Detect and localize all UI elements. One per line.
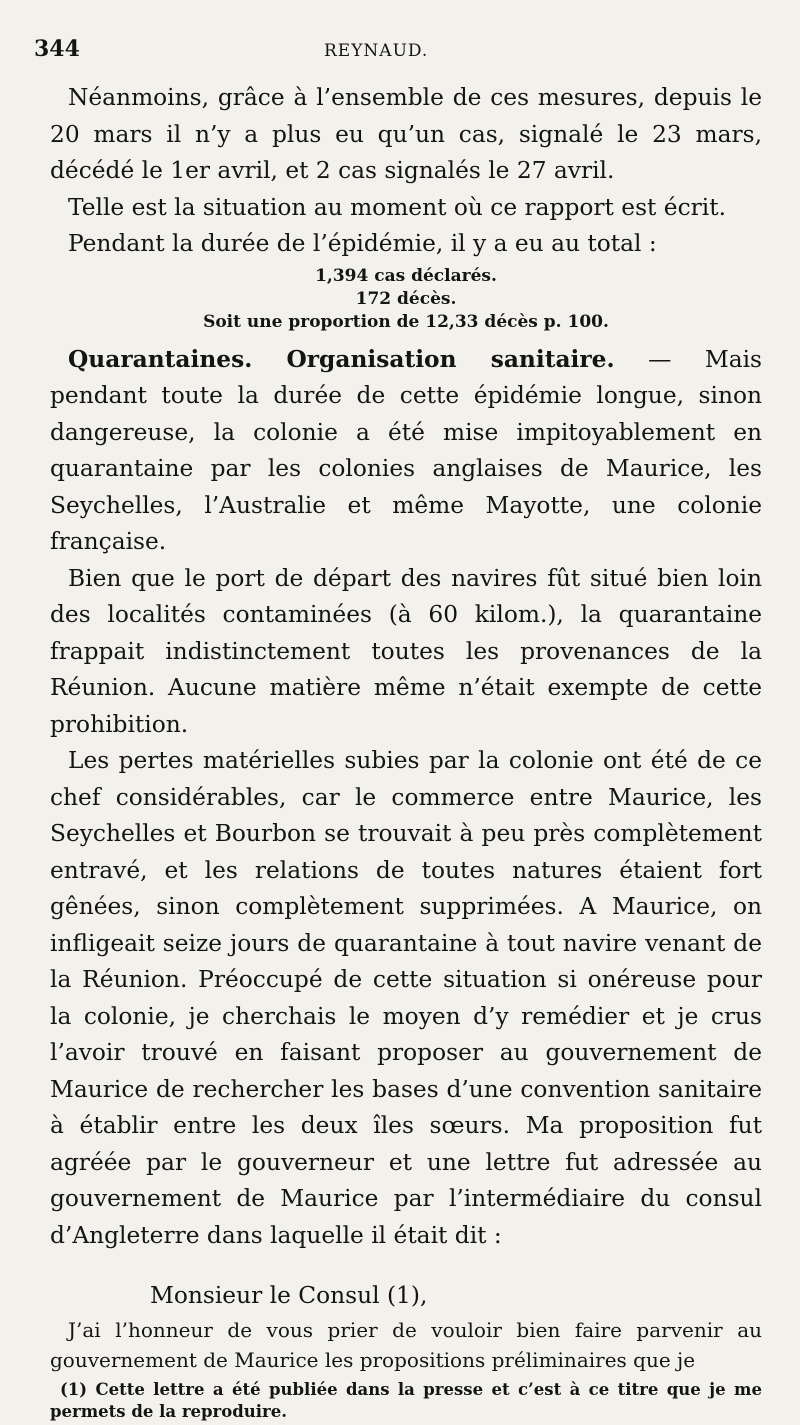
page-number: 344 [34, 36, 80, 62]
stat-ratio: Soit une proportion de 12,33 décès p. 100. [203, 311, 609, 332]
epidemic-statistics [50, 265, 762, 334]
stat-deaths: 172 décès. [355, 288, 457, 309]
paragraph-quarantine [50, 342, 762, 561]
paragraph-situation: Telle est la situation au moment où ce rapport est écrit. [68, 193, 727, 221]
page-header [34, 36, 760, 62]
letter-text: J’ai l’honneur de vous prier de vouloir bien faire parvenir au gouvernement de Maurice les propositions préliminaires que je [50, 1317, 762, 1372]
page-body [50, 80, 762, 1423]
paragraph-losses: Les pertes matérielles subies par la colonie ont été de ce chef considérables, car le commerce entre Maurice, les Seychelles et Bourbon se trouvait à peu près complètement entravé, et les relations de toutes natures étaient fort gênées, sinon complètement supprimées. A Maurice, on infligeait seize jours de quarantaine à tout navire venant de la Réunion. Préoccupé de cette situation si onéreuse pour la colonie, je cherchais le moyen d’y remédier et je crus l’avoir trouvé en faisant proposer au gouvernement de Maurice de rechercher les bases d’une convention sanitaire à établir entre les deux îles sœurs. Ma proposition fut agréée par le gouverneur et une lettre fut adressée au gouvernement de Maurice par l’intermédiaire du consul d’Angleterre dans laquelle il était dit : [50, 747, 762, 1249]
paragraph-total: Pendant la durée de l’épidémie, il y a eu au total : [68, 230, 657, 257]
section-paragraph-1: — Mais pendant toute la durée de cette épidémie longue, sinon dangereuse, la colonie a été mise impitoyablement en quarantaine par les colonies anglaises de Maurice, les Seychelles, l’Australie et même Mayotte, une colonie française. [50, 345, 762, 555]
paragraph-port: Bien que le port de départ des navires fût situé bien loin des localités contaminées (à 60 kilom.), la quarantaine frappait indistinctement toutes les provenances de la Réunion. Aucune matière même n’était exempte de cette prohibition. [50, 564, 762, 738]
stat-cases: 1,394 cas déclarés. [315, 265, 497, 286]
section-title: Quarantaines. Organisation sanitaire. [68, 345, 615, 373]
running-title: REYNAUD. [324, 41, 429, 61]
letter-salutation: Monsieur le Consul (1), [150, 1282, 428, 1309]
paragraph-measures: Néanmoins, grâce à l’ensemble de ces mesures, depuis le 20 mars il n’y a plus eu qu’un cas, signalé le 23 mars, décédé le 1er avril, et 2 cas signalés le 27 avril. [50, 84, 762, 184]
footnote: (1) Cette lettre a été publiée dans la presse et c’est à ce titre que je me permets de la reproduire. [50, 1379, 762, 1421]
